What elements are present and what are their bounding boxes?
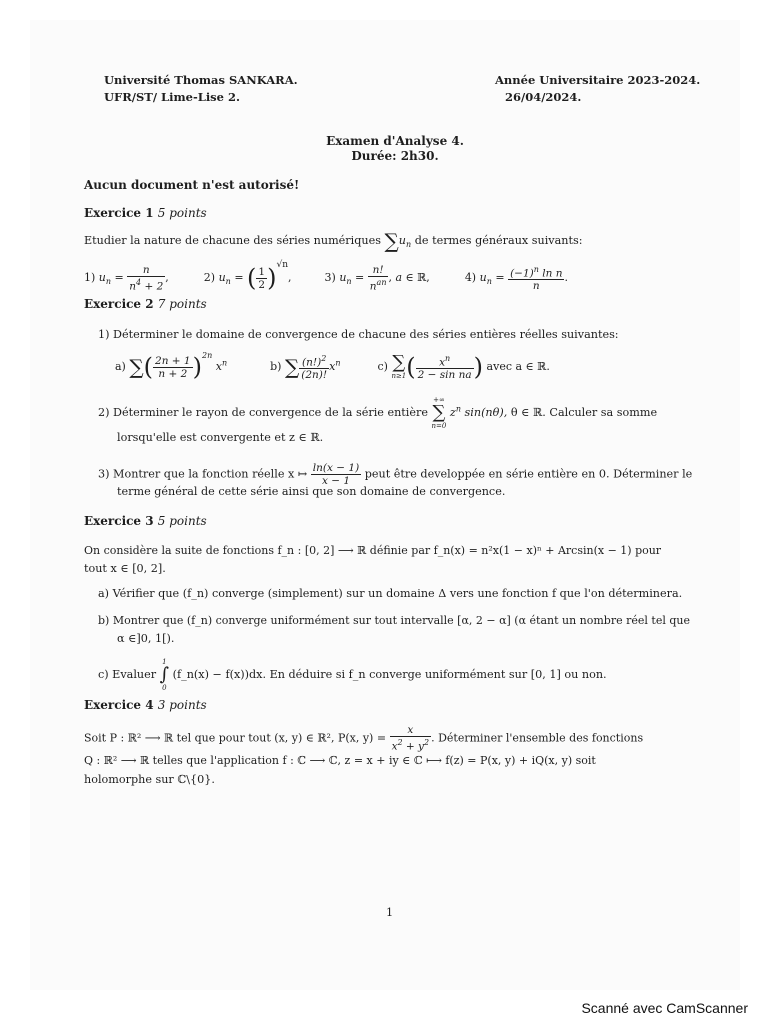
- exercise-4-points: 3 points: [157, 698, 207, 712]
- notice: Aucun document n'est autorisé!: [84, 178, 300, 192]
- exercise-3-title: Exercice 3 5 points: [84, 514, 207, 528]
- exercise-4-line3: holomorphe sur ℂ\{0}.: [84, 773, 215, 786]
- exam-sheet: [30, 20, 740, 990]
- term-2: 2) $u_n$ = ( $\frac{1}{2}$ )$^{√n}$,: [203, 260, 292, 292]
- university-name: Université Thomas SANKARA.: [104, 73, 298, 87]
- exercise-2-q3: 3) Montrer que la fonction réelle x ↦ $\frac{\ln(x - 1)}{x - 1}$ peut être developpée en série entière en 0. Déterminer le: [98, 462, 693, 487]
- exercise-1-terms: [84, 256, 568, 292]
- exam-duration: Durée: 2h30.: [351, 149, 439, 163]
- exercise-1-intro: Etudier la nature de chacune des séries numériques $\sum u_n$ de termes généraux suivants:: [84, 229, 583, 253]
- exercise-3-qb-line2: α ∈]0, 1[).: [117, 632, 175, 645]
- exercise-2-q3-line2: terme général de cette série ainsi que son domaine de convergence.: [117, 485, 506, 498]
- exercise-2-q2: 2) Déterminer le rayon de convergence de la série entière +∞ ∑ n=0 $z^n$ sin(nθ), θ ∈ ℝ. Calculer sa somme: [98, 396, 658, 430]
- exam-title: Examen d'Analyse 4.: [326, 134, 464, 148]
- term-1: 1) $u_n$ = $\frac{n}{n^4 + 2}$ ,: [84, 263, 169, 293]
- term-4: 4) $u_n$ = $\frac{(-1)^n \ln n}{n}$ .: [464, 264, 568, 293]
- exercise-2-q2-line2: lorsqu'elle est convergente et z ∈ ℝ.: [117, 431, 324, 444]
- exercise-1-points: 5 points: [157, 206, 207, 220]
- exercise-2-title: Exercice 2 7 points: [84, 297, 207, 311]
- series-a: a) ∑( $\frac{2n + 1}{n + 2}$ )$^{2n}$ $x^n$: [115, 351, 228, 381]
- exam-date: 26/04/2024.: [505, 90, 582, 104]
- exercise-3-intro-line1: On considère la suite de fonctions f_n : [0, 2] ⟶ ℝ définie par f_n(x) = n²x(1 − x)ⁿ + Arcsin(x − 1) pour: [84, 544, 662, 557]
- exercise-3-qb-line1: b) Montrer que (f_n) converge uniformément sur tout intervalle [α, 2 − α] (α étant un nombre réel tel que: [98, 614, 690, 627]
- term-3: 3) $u_n$ = $\frac{n!}{n^{an}}$ , a ∈ ℝ,: [324, 263, 430, 293]
- exercise-3-points: 5 points: [157, 514, 207, 528]
- exercise-3-intro-line2: tout x ∈ [0, 2].: [84, 562, 166, 575]
- exercise-2-points: 7 points: [157, 297, 207, 311]
- ufr-line: UFR/ST/ Lime-Lise 2.: [104, 90, 240, 104]
- exercise-2-q1-series: [115, 346, 550, 381]
- page-number: 1: [386, 906, 394, 919]
- series-b: b) ∑ $\frac{(n!)^2}{(2n)!}$ $x^n$: [270, 353, 341, 382]
- exercise-4-title: Exercice 4 3 points: [84, 698, 207, 712]
- exercise-4-line1: Soit P : ℝ² ⟶ ℝ tel que pour tout (x, y) ∈ ℝ², P(x, y) = $\frac{x}{x^2 + y^2}$ . Déterminer l'ensemble des fonctions: [84, 724, 644, 753]
- exercise-3-qc: c) Evaluer 1 ∫ 0 (f_n(x) − f(x))dx. En déduire si f_n converge uniformément sur [0, 1] ou non.: [98, 658, 607, 692]
- exercise-3-qa: a) Vérifier que (f_n) converge (simplement) sur un domaine Δ vers une fonction f que l'on déterminera.: [98, 587, 683, 600]
- academic-year: Année Universitaire 2023-2024.: [495, 73, 701, 87]
- exercise-1-title: Exercice 1 5 points: [84, 206, 207, 220]
- camscanner-watermark: Scanné avec CamScanner: [581, 1000, 748, 1016]
- exercise-4-line2: Q : ℝ² ⟶ ℝ telles que l'application f : ℂ ⟶ ℂ, z = x + iy ∈ ℂ ⟼ f(z) = P(x, y) + iQ(x, y) soit: [84, 754, 596, 767]
- series-c: c) ∑ n≥1 ( $\frac{x^n}{\text{2 − sin na}}$ ) avec a ∈ ℝ.: [377, 352, 550, 382]
- exercise-2-q1: 1) Déterminer le domaine de convergence de chacune des séries entières réelles suivantes:: [98, 328, 619, 341]
